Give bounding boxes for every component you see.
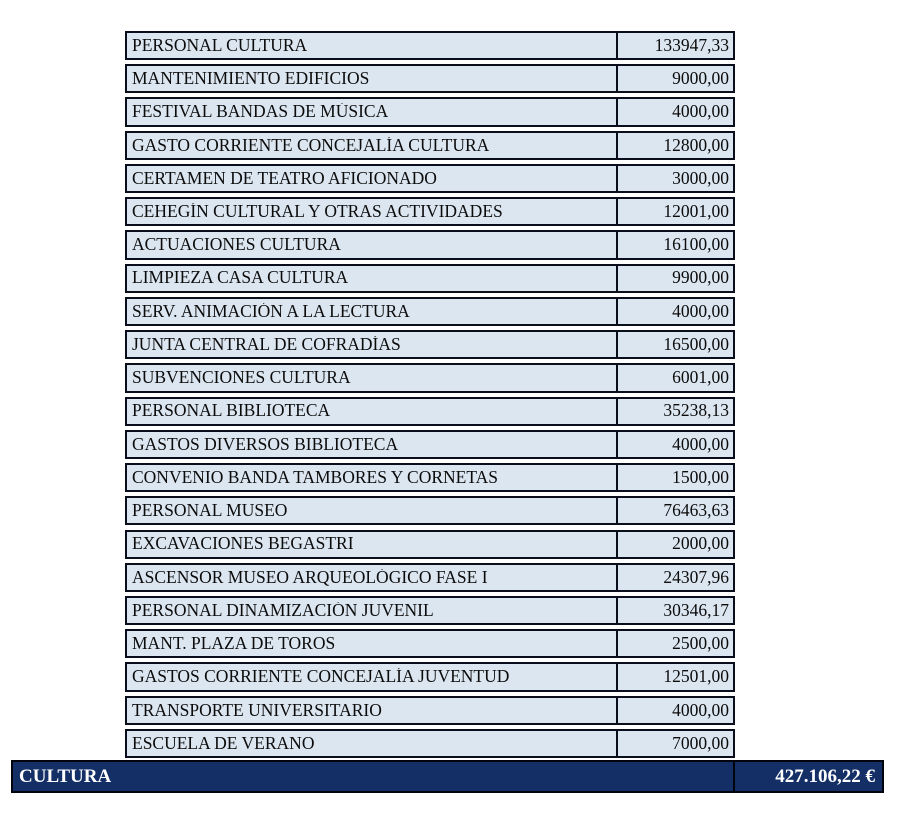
row-value: 76463,63 <box>616 498 733 523</box>
row-label: SERV. ANIMACIÓN A LA LECTURA <box>132 302 410 321</box>
row-value: 30346,17 <box>616 598 733 623</box>
table-row <box>125 729 735 758</box>
table-row <box>125 397 735 426</box>
row-label: ACTUACIONES CULTURA <box>132 236 341 254</box>
row-label: SUBVENCIONES CULTURA <box>132 369 351 387</box>
table-row <box>125 264 735 293</box>
table-row <box>125 629 735 658</box>
row-value: 12501,00 <box>616 664 733 689</box>
row-label: EXCAVACIONES BEGASTRI <box>132 535 354 553</box>
row-value: 1500,00 <box>616 465 733 490</box>
row-label: PERSONAL CULTURA <box>132 36 308 55</box>
row-label: PERSONAL BIBLIOTECA <box>132 402 331 420</box>
table-row <box>125 330 735 359</box>
row-value: 9900,00 <box>616 266 733 291</box>
row-label: ESCUELA DE VERANO <box>132 734 315 753</box>
row-value: 16500,00 <box>616 332 733 357</box>
row-value: 4000,00 <box>616 432 733 457</box>
total-bar <box>11 760 884 793</box>
table-row <box>125 363 735 392</box>
row-value: 4000,00 <box>616 99 733 124</box>
table-row <box>125 463 735 492</box>
row-value: 4000,00 <box>616 299 733 324</box>
row-label: CERTAMEN DE TEATRO AFICIONADO <box>132 169 437 188</box>
row-label: GASTOS DIVERSOS BIBLIOTECA <box>132 435 399 454</box>
table-row <box>125 64 735 93</box>
table-row <box>125 297 735 326</box>
row-value: 6001,00 <box>616 365 733 390</box>
budget-table <box>125 31 735 762</box>
row-value: 2000,00 <box>616 532 733 557</box>
total-value: 427.106,22 € <box>733 762 882 791</box>
row-value: 16100,00 <box>616 232 733 257</box>
row-value: 24307,96 <box>616 565 733 590</box>
row-value: 35238,13 <box>616 399 733 424</box>
table-row <box>125 530 735 559</box>
table-row <box>125 430 735 459</box>
row-label: ASCENSOR MUSEO ARQUEOLÓGICO FASE I <box>132 568 488 587</box>
table-row <box>125 496 735 525</box>
row-value: 7000,00 <box>616 731 733 756</box>
row-label: TRANSPORTE UNIVERSITARIO <box>132 701 382 720</box>
row-value: 12800,00 <box>616 133 733 158</box>
row-label: JUNTA CENTRAL DE COFRADÍAS <box>132 335 401 354</box>
table-row <box>125 197 735 226</box>
table-row <box>125 164 735 193</box>
row-value: 3000,00 <box>616 166 733 191</box>
row-label: GASTOS CORRIENTE CONCEJALÍA JUVENTUD <box>132 668 510 686</box>
row-label: MANTENIMIENTO EDIFICIOS <box>132 70 370 88</box>
row-label: GASTO CORRIENTE CONCEJALÍA CULTURA <box>132 136 490 155</box>
total-label: CULTURA <box>19 765 112 787</box>
row-value: 9000,00 <box>616 66 733 91</box>
row-value: 12001,00 <box>616 199 733 224</box>
row-label: PERSONAL DINAMIZACIÓN JUVENIL <box>132 601 434 620</box>
table-row <box>125 230 735 259</box>
row-label: LIMPIEZA CASA CULTURA <box>132 269 349 287</box>
row-label: PERSONAL MUSEO <box>132 502 288 520</box>
row-label: FESTIVAL BANDAS DE MÚSICA <box>132 103 389 121</box>
table-row <box>125 662 735 691</box>
row-value: 133947,33 <box>616 33 733 58</box>
row-label: CEHEGÍN CULTURAL Y OTRAS ACTIVIDADES <box>132 203 503 221</box>
row-label: CONVENIO BANDA TAMBORES Y CORNETAS <box>132 468 499 487</box>
table-row <box>125 696 735 725</box>
row-label: MANT. PLAZA DE TOROS <box>132 635 336 653</box>
table-row <box>125 596 735 625</box>
table-row <box>125 563 735 592</box>
table-row <box>125 131 735 160</box>
table-row <box>125 31 735 60</box>
row-value: 4000,00 <box>616 698 733 723</box>
table-row <box>125 97 735 126</box>
row-value: 2500,00 <box>616 631 733 656</box>
